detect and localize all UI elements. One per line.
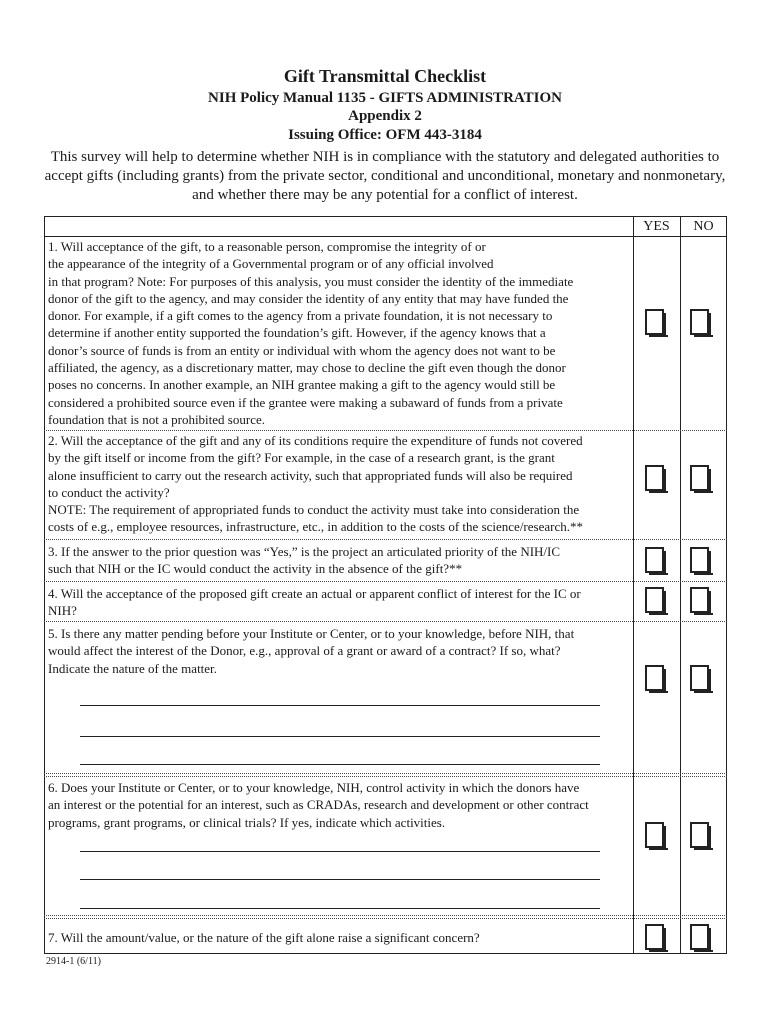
table-top-border: [44, 216, 727, 217]
question-2-line: by the gift itself or income from the gift? For example, in the case of a research grant, is the grant: [48, 450, 555, 466]
yes-column-divider: [633, 216, 634, 954]
question-3-line: 3. If the answer to the prior question was “Yes,” is the project an articulated priority of the NIH/IC: [48, 544, 561, 559]
row-divider: [44, 539, 727, 540]
question-7: [48, 929, 632, 946]
table-right-border: [726, 216, 727, 954]
row-divider: [44, 621, 727, 622]
question-1-line: affiliated, the agency, as a discretionary matter, may chose to decline the gift even though the donor: [48, 360, 566, 376]
q5-answer-line[interactable]: [80, 764, 600, 765]
table-bottom-border: [44, 953, 727, 954]
question-1-line: considered a prohibited source even if the grantee were making a subaward of funds from a private: [48, 394, 563, 410]
question-1-line: foundation that is not a prohibited source.: [48, 411, 265, 427]
row-divider: [44, 918, 727, 919]
question-6-line: programs, grant programs, or clinical trials? If yes, indicate which activities.: [48, 814, 446, 830]
question-6-line: an interest or the potential for an interest, such as CRADAs, research and development or other contract: [48, 797, 589, 813]
row-divider: [44, 773, 727, 774]
page-title: Gift Transmittal Checklist: [283, 66, 487, 86]
no-column-divider: [680, 216, 681, 954]
yes-column-header: YES: [643, 219, 670, 234]
q7-yes-checkbox[interactable]: [645, 924, 664, 950]
question-4-line: 4. Will the acceptance of the proposed gift create an actual or apparent conflict of interest for the IC or: [48, 586, 581, 601]
question-7-line: 7. Will the amount/value, or the nature of the gift alone raise a significant concern?: [48, 930, 480, 945]
q5-answer-line[interactable]: [80, 736, 600, 737]
q3-no-checkbox[interactable]: [690, 547, 709, 573]
q5-no-checkbox[interactable]: [690, 665, 709, 691]
question-1: [48, 238, 632, 428]
q6-answer-line[interactable]: [80, 879, 600, 880]
question-6: [48, 779, 632, 831]
row-divider: [44, 430, 727, 431]
question-5-line: 5. Is there any matter pending before your Institute or Center, or to your knowledge, before NIH, that: [48, 626, 575, 641]
question-2-line: NOTE: The requirement of appropriated funds to conduct the activity must take into consideration the: [48, 502, 580, 518]
issuing-office: Issuing Office: OFM 443-3184: [288, 127, 482, 143]
question-4-line: NIH?: [48, 603, 77, 619]
question-5-line: Indicate the nature of the matter.: [48, 660, 217, 676]
question-1-line: poses no concerns. In another example, an NIH grantee making a gift to the agency would still be: [48, 377, 556, 393]
row-divider: [44, 581, 727, 582]
question-4: [48, 585, 632, 620]
intro-paragraph: This survey will help to determine whether NIH is in compliance with the statutory and delegated authorities to accept gifts (including grants) from the private sector, conditional and unconditional, monetary and nonmonetary, and whether there may be any potential for a conflict of interest.: [44, 149, 726, 203]
q6-yes-checkbox[interactable]: [645, 822, 664, 848]
question-2-line: alone insufficient to carry out the research activity, such that appropriated funds will also be required: [48, 467, 573, 483]
policy-subtitle: NIH Policy Manual 1135 - GIFTS ADMINISTRATION: [208, 90, 562, 106]
row-divider: [44, 915, 727, 916]
q1-yes-checkbox[interactable]: [645, 309, 664, 335]
row-divider: [44, 776, 727, 777]
question-1-line: in that program? Note: For purposes of this analysis, you must consider the identity of the immediate: [48, 273, 574, 289]
q3-yes-checkbox[interactable]: [645, 547, 664, 573]
question-5: [48, 625, 632, 677]
question-1-line: donor. For example, if a gift comes to the agency from a private foundation, it is not necessary to: [48, 308, 553, 324]
q1-no-checkbox[interactable]: [690, 309, 709, 335]
q7-no-checkbox[interactable]: [690, 924, 709, 950]
q6-answer-line[interactable]: [80, 851, 600, 852]
question-1-line: determine if another entity supported the foundation’s gift. However, if the agency knows that a: [48, 325, 546, 341]
question-3: [48, 543, 632, 578]
question-6-line: 6. Does your Institute or Center, or to your knowledge, NIH, control activity in which the donors have: [48, 780, 580, 795]
question-2-line: costs of e.g., employee resources, infrastructure, etc., in addition to the costs of the science/research.**: [48, 519, 583, 535]
appendix-label: Appendix 2: [348, 108, 422, 124]
question-1-line: donor of the gift to the agency, and may consider the identity of any entity that may have funded the: [48, 290, 569, 306]
header-row-divider: [44, 236, 727, 237]
question-5-line: would affect the interest of the Donor, e.g., approval of a grant or award of a contract? If so, what?: [48, 643, 561, 659]
question-2-line: 2. Will the acceptance of the gift and any of its conditions require the expenditure of funds not covered: [48, 433, 583, 448]
question-1-line: the appearance of the integrity of a Governmental program or of any official involved: [48, 256, 494, 272]
table-left-border: [44, 216, 45, 954]
q4-no-checkbox[interactable]: [690, 587, 709, 613]
q6-no-checkbox[interactable]: [690, 822, 709, 848]
q5-answer-line[interactable]: [80, 705, 600, 706]
q6-answer-line[interactable]: [80, 908, 600, 909]
question-3-line: such that NIH or the IC would conduct the activity in the absence of the gift?**: [48, 561, 463, 577]
q2-yes-checkbox[interactable]: [645, 465, 664, 491]
question-1-line: donor’s source of funds is from an entity or individual with whom the agency does not want to be: [48, 342, 556, 358]
question-1-line: 1. Will acceptance of the gift, to a reasonable person, compromise the integrity of or: [48, 239, 486, 254]
q2-no-checkbox[interactable]: [690, 465, 709, 491]
question-2-line: to conduct the activity?: [48, 484, 170, 500]
form-number: 2914-1 (6/11): [46, 956, 101, 967]
q5-yes-checkbox[interactable]: [645, 665, 664, 691]
question-2: [48, 432, 632, 536]
no-column-header: NO: [693, 219, 714, 234]
q4-yes-checkbox[interactable]: [645, 587, 664, 613]
